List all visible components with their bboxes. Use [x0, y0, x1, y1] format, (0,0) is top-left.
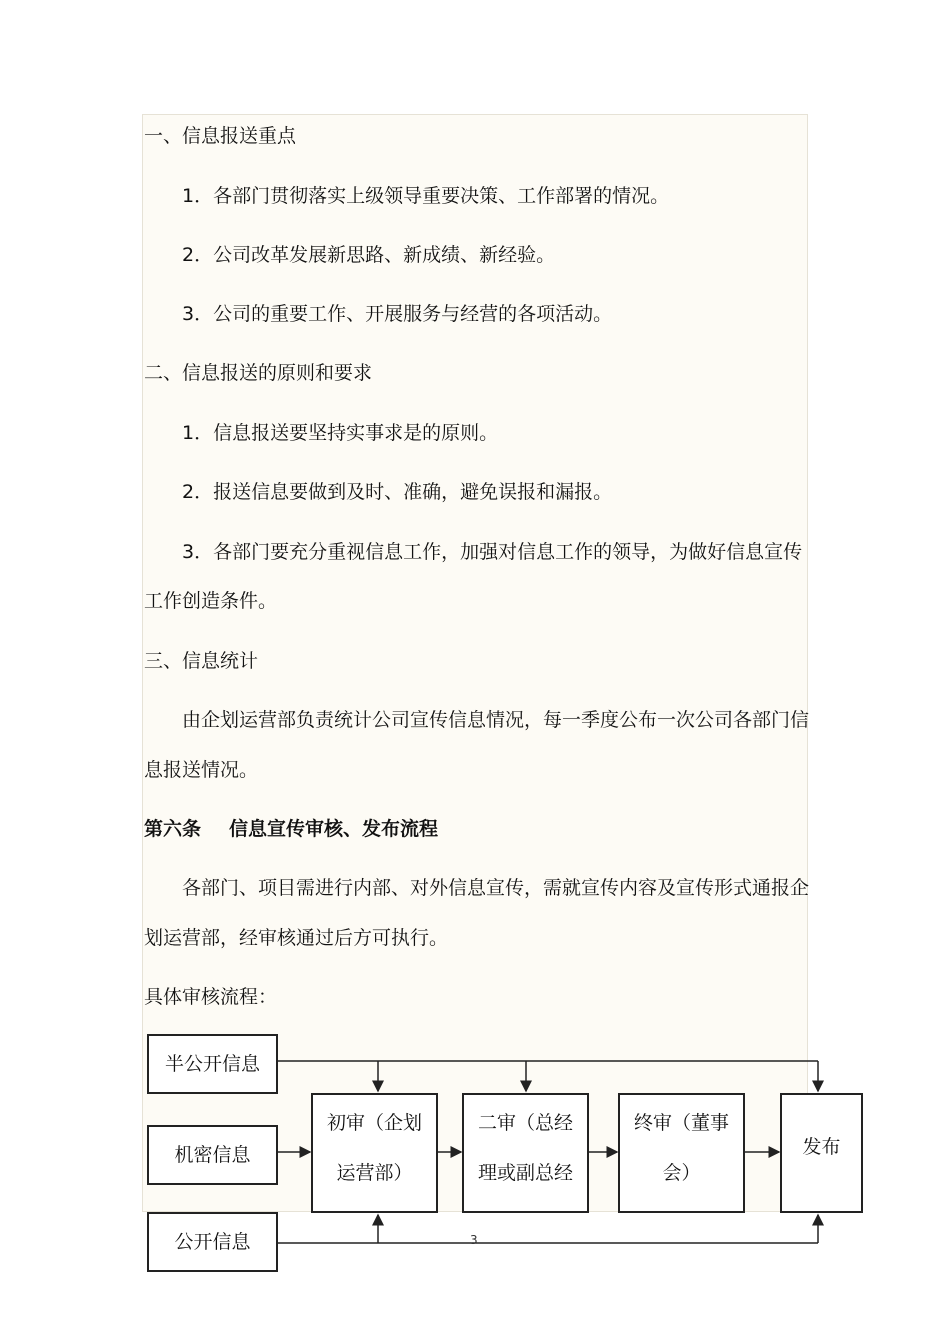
list-item: 2．报送信息要做到及时、准确，避免误报和漏报。: [182, 481, 613, 503]
final-review-box: 终审（董事 会）: [618, 1093, 745, 1213]
list-item: 3．各部门要充分重视信息工作，加强对信息工作的领导，为做好信息宣传: [182, 541, 803, 563]
flow-label: 具体审核流程：: [144, 986, 278, 1008]
section-heading: 一、信息报送重点: [144, 125, 297, 147]
list-item-continuation: 工作创造条件。: [144, 590, 278, 612]
article-title: 信息宣传审核、发布流程: [229, 818, 439, 840]
article-number: 第六条: [144, 818, 202, 840]
confidential-info-box: 机密信息: [147, 1125, 278, 1185]
list-item: 1．各部门贯彻落实上级领导重要决策、工作部署的情况。: [182, 185, 670, 207]
paragraph-line: 划运营部，经审核通过后方可执行。: [144, 927, 449, 949]
paragraph-line: 息报送情况。: [144, 759, 259, 781]
public-info-box: 公开信息: [147, 1212, 278, 1272]
page-number: 3: [470, 1233, 478, 1247]
first-review-box: 初审（企划 运营部）: [311, 1093, 438, 1213]
paragraph-line: 由企划运营部负责统计公司宣传信息情况，每一季度公布一次公司各部门信: [182, 709, 810, 731]
second-review-box: 二审（总经 理或副总经: [462, 1093, 589, 1213]
section-heading: 二、信息报送的原则和要求: [144, 362, 373, 384]
list-item: 1．信息报送要坚持实事求是的原则。: [182, 422, 499, 444]
list-item: 3．公司的重要工作、开展服务与经营的各项活动。: [182, 303, 613, 325]
section-heading: 三、信息统计: [144, 650, 259, 672]
semi-public-info-box: 半公开信息: [147, 1034, 278, 1094]
publish-box: 发布: [780, 1093, 863, 1213]
paragraph-line: 各部门、项目需进行内部、对外信息宣传，需就宣传内容及宣传形式通报企: [182, 877, 810, 899]
list-item: 2．公司改革发展新思路、新成绩、新经验。: [182, 244, 556, 266]
